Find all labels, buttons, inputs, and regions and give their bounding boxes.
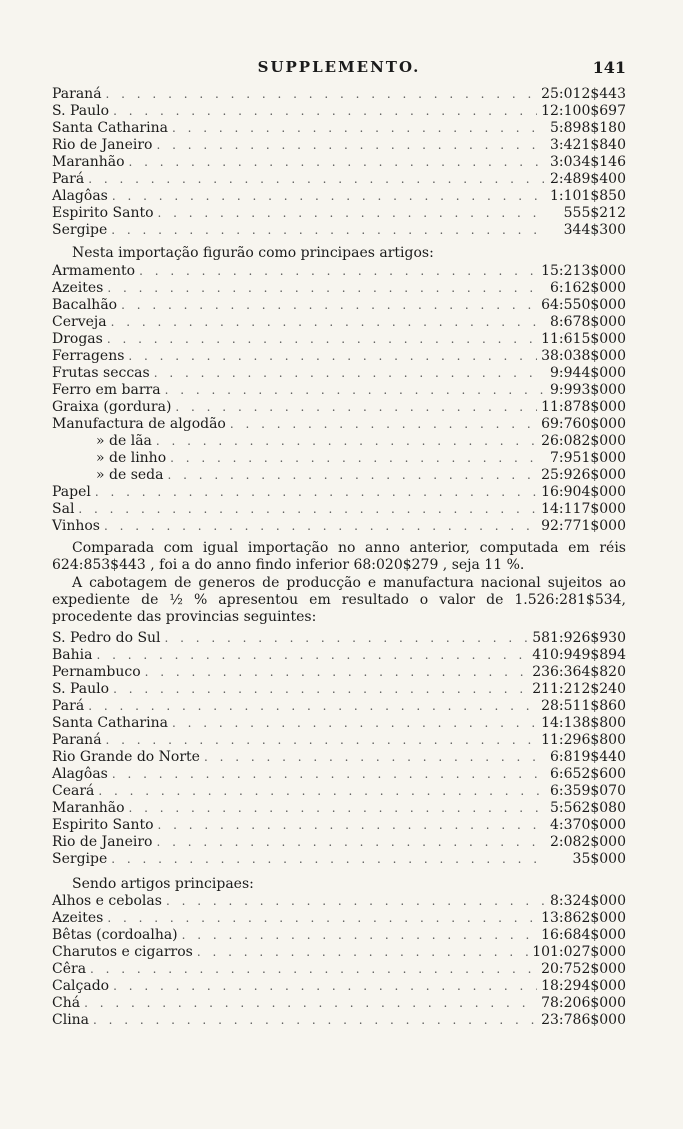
table-row: [52, 120, 626, 137]
row-label: Vinhos: [52, 518, 100, 534]
dot-leader: [84, 995, 537, 1012]
row-label: Paraná: [52, 86, 102, 102]
row-value: 16:684$000: [541, 927, 626, 943]
table-row: [52, 715, 626, 732]
row-label: Clina: [52, 1012, 90, 1028]
table-row: [52, 171, 626, 188]
table-row: [52, 817, 626, 834]
cabotage-articles-list: [52, 893, 626, 1029]
row-value: 92:771$000: [541, 518, 626, 534]
cabotage-paragraph: [52, 575, 626, 626]
row-value: 7:951$000: [550, 450, 626, 466]
cabotage-province-list: [52, 630, 626, 868]
row-value: 6:652$600: [550, 766, 626, 782]
table-row: [52, 280, 626, 297]
row-value: 15:213$000: [541, 263, 626, 279]
row-label: Frutas seccas: [52, 365, 150, 381]
row-value: 410:949$894: [532, 647, 626, 663]
table-row: [52, 766, 626, 783]
table-row: [52, 630, 626, 647]
row-value: 9:944$000: [550, 365, 626, 381]
dot-leader: [88, 698, 537, 715]
dot-leader: [145, 664, 529, 681]
row-value: 2:082$000: [550, 834, 626, 850]
row-label: Bêtas (cordoalha): [52, 927, 178, 943]
row-label: Santa Catharina: [52, 120, 168, 136]
dot-leader: [112, 766, 544, 783]
row-value: 64:550$000: [541, 297, 626, 313]
row-label: Azeites: [52, 910, 104, 926]
row-value: 14:138$800: [541, 715, 626, 731]
dot-leader: [172, 120, 544, 137]
table-row: [52, 501, 626, 518]
row-label: Alagôas: [52, 188, 108, 204]
dot-leader: [158, 205, 544, 222]
row-label: Charutos e cigarros: [52, 944, 193, 960]
row-label: S. Paulo: [52, 103, 110, 119]
row-value: 2:489$400: [550, 171, 626, 187]
import-articles-list: [52, 263, 626, 535]
row-value: 236:364$820: [532, 664, 626, 680]
dot-leader: [156, 834, 544, 851]
row-value: 11:296$800: [541, 732, 626, 748]
dot-leader: [107, 910, 537, 927]
row-label: Manufactura de algodão: [52, 416, 226, 432]
row-value: 8:678$000: [550, 314, 626, 330]
table-row: [52, 800, 626, 817]
row-label: Cerveja: [52, 314, 107, 330]
table-row: [52, 834, 626, 851]
row-value: 3:034$146: [550, 154, 626, 170]
row-label: Pará: [52, 698, 85, 714]
dot-leader: [107, 280, 544, 297]
dot-leader: [111, 222, 544, 239]
row-label: Paraná: [52, 732, 102, 748]
row-label: Bahia: [52, 647, 93, 663]
table-row: [52, 927, 626, 944]
row-value: 101:027$000: [532, 944, 626, 960]
table-row: [52, 222, 626, 239]
dot-leader: [106, 86, 538, 103]
dot-leader: [158, 817, 544, 834]
dot-leader: [90, 961, 537, 978]
row-label: Espirito Santo: [52, 817, 154, 833]
table-row: [52, 467, 626, 484]
row-label: Ferro em barra: [52, 382, 161, 398]
dot-leader: [113, 978, 537, 995]
table-row: [52, 103, 626, 120]
row-label: Drogas: [52, 331, 103, 347]
row-value: 4:370$000: [550, 817, 626, 833]
table-row: [52, 348, 626, 365]
row-value: 5:562$080: [550, 800, 626, 816]
dot-leader: [230, 416, 537, 433]
row-value: 1:101$850: [550, 188, 626, 204]
dot-leader: [106, 732, 538, 749]
row-label: Santa Catharina: [52, 715, 168, 731]
row-value: 13:862$000: [541, 910, 626, 926]
row-label: Graixa (gordura): [52, 399, 172, 415]
row-label: Calçado: [52, 978, 110, 994]
row-label: Espirito Santo: [52, 205, 154, 221]
row-label: Rio de Janeiro: [52, 834, 153, 850]
dot-leader: [197, 944, 528, 961]
table-row: [52, 944, 626, 961]
row-label: » de lãa: [96, 433, 152, 449]
table-row: [52, 732, 626, 749]
row-label: Pará: [52, 171, 85, 187]
dot-leader: [78, 501, 537, 518]
dot-leader: [104, 518, 537, 535]
table-row: [52, 137, 626, 154]
dot-leader: [112, 188, 544, 205]
dot-leader: [156, 137, 544, 154]
row-value: 20:752$000: [541, 961, 626, 977]
row-value: 25:012$443: [541, 86, 626, 102]
cabotage-text: A cabotagem de generos de producção e manufactura nacional sujeitos ao expediente de ½ % apresentou em resultado o valor de 1.526:281$534, procedente das provincias seguintes:: [52, 575, 626, 625]
dot-leader: [111, 314, 544, 331]
table-row: [52, 188, 626, 205]
row-value: 8:324$000: [550, 893, 626, 909]
table-row: [52, 484, 626, 501]
dot-leader: [154, 365, 544, 382]
row-value: 26:082$000: [541, 433, 626, 449]
table-row: [52, 433, 626, 450]
dot-leader: [204, 749, 544, 766]
dot-leader: [129, 800, 544, 817]
dot-leader: [128, 348, 537, 365]
row-value: 23:786$000: [541, 1012, 626, 1028]
row-value: 18:294$000: [541, 978, 626, 994]
table-row: [52, 331, 626, 348]
dot-leader: [175, 399, 537, 416]
row-value: 78:206$000: [541, 995, 626, 1011]
cabotage-articles-intro: Sendo artigos principaes:: [72, 876, 254, 892]
row-label: Maranhão: [52, 800, 125, 816]
table-row: [52, 647, 626, 664]
table-row: [52, 978, 626, 995]
table-row: [52, 995, 626, 1012]
table-row: [52, 961, 626, 978]
row-value: 28:511$860: [541, 698, 626, 714]
dot-leader: [111, 851, 544, 868]
table-row: [52, 681, 626, 698]
table-row: [52, 664, 626, 681]
running-title: SUPPLEMENTO.: [257, 58, 421, 76]
dot-leader: [168, 467, 538, 484]
dot-leader: [113, 103, 537, 120]
table-row: [52, 910, 626, 927]
row-label: Ferragens: [52, 348, 125, 364]
row-value: 69:760$000: [541, 416, 626, 432]
row-label: Rio de Janeiro: [52, 137, 153, 153]
row-value: 38:038$000: [541, 348, 626, 364]
row-label: Sergipe: [52, 222, 108, 238]
row-value: 344$300: [563, 222, 626, 238]
row-label: Ceará: [52, 783, 95, 799]
row-value: 211:212$240: [532, 681, 626, 697]
dot-leader: [96, 647, 528, 664]
row-label: Rio Grande do Norte: [52, 749, 200, 765]
table-row: [52, 893, 626, 910]
table-row: [52, 365, 626, 382]
row-value: 6:819$440: [550, 749, 626, 765]
row-label: Azeites: [52, 280, 104, 296]
table-row: [52, 749, 626, 766]
table-row: [52, 86, 626, 103]
row-value: 6:162$000: [550, 280, 626, 296]
table-row: [52, 1012, 626, 1029]
row-label: Armamento: [52, 263, 136, 279]
row-value: 6:359$070: [550, 783, 626, 799]
table-row: [52, 698, 626, 715]
dot-leader: [165, 382, 544, 399]
dot-leader: [166, 893, 544, 910]
dot-leader: [156, 433, 537, 450]
row-label: Chá: [52, 995, 81, 1011]
table-row: [52, 450, 626, 467]
row-value: 25:926$000: [541, 467, 626, 483]
dot-leader: [121, 297, 537, 314]
row-label: Papel: [52, 484, 91, 500]
dot-leader: [170, 450, 544, 467]
row-label: » de seda: [96, 467, 164, 483]
row-label: S. Paulo: [52, 681, 110, 697]
row-label: Cêra: [52, 961, 87, 977]
page-number: 141: [592, 58, 626, 77]
dot-leader: [88, 171, 544, 188]
table-row: [52, 851, 626, 868]
dot-leader: [95, 484, 537, 501]
row-value: 12:100$697: [541, 103, 626, 119]
row-value: 3:421$840: [550, 137, 626, 153]
dot-leader: [107, 331, 537, 348]
dot-leader: [93, 1012, 537, 1029]
table-row: [52, 783, 626, 800]
dot-leader: [113, 681, 528, 698]
row-value: 9:993$000: [550, 382, 626, 398]
comparison-text: Comparada com igual importação no anno anterior, computada em réis 624:853$443 , foi a do anno findo inferior 68:020$279 , seja 11 %.: [52, 540, 626, 573]
comparison-paragraph: [52, 540, 626, 574]
table-row: [52, 154, 626, 171]
row-value: 16:904$000: [541, 484, 626, 500]
row-value: 581:926$930: [532, 630, 626, 646]
table-row: [52, 416, 626, 433]
row-value: 5:898$180: [550, 120, 626, 136]
row-value: 35$000: [572, 851, 626, 867]
table-row: [52, 518, 626, 535]
dot-leader: [165, 630, 529, 647]
row-label: Maranhão: [52, 154, 125, 170]
table-row: [52, 399, 626, 416]
row-label: S. Pedro do Sul: [52, 630, 161, 646]
import-articles-intro: Nesta importação figurão como principaes artigos:: [72, 245, 434, 261]
row-label: Sal: [52, 501, 75, 517]
table-row: [52, 205, 626, 222]
row-value: 11:615$000: [541, 331, 626, 347]
dot-leader: [172, 715, 537, 732]
row-label: Pernambuco: [52, 664, 141, 680]
row-value: 555$212: [563, 205, 626, 221]
row-label: Alhos e cebolas: [52, 893, 162, 909]
dot-leader: [129, 154, 544, 171]
dot-leader: [182, 927, 537, 944]
row-label: Bacalhão: [52, 297, 118, 313]
province-import-list: [52, 86, 626, 239]
table-row: [52, 314, 626, 331]
row-label: » de linho: [96, 450, 167, 466]
row-value: 11:878$000: [541, 399, 626, 415]
dot-leader: [98, 783, 544, 800]
row-value: 14:117$000: [541, 501, 626, 517]
table-row: [52, 382, 626, 399]
row-label: Sergipe: [52, 851, 108, 867]
table-row: [52, 263, 626, 280]
page-header: [52, 58, 626, 82]
row-label: Alagôas: [52, 766, 108, 782]
table-row: [52, 297, 626, 314]
dot-leader: [139, 263, 537, 280]
